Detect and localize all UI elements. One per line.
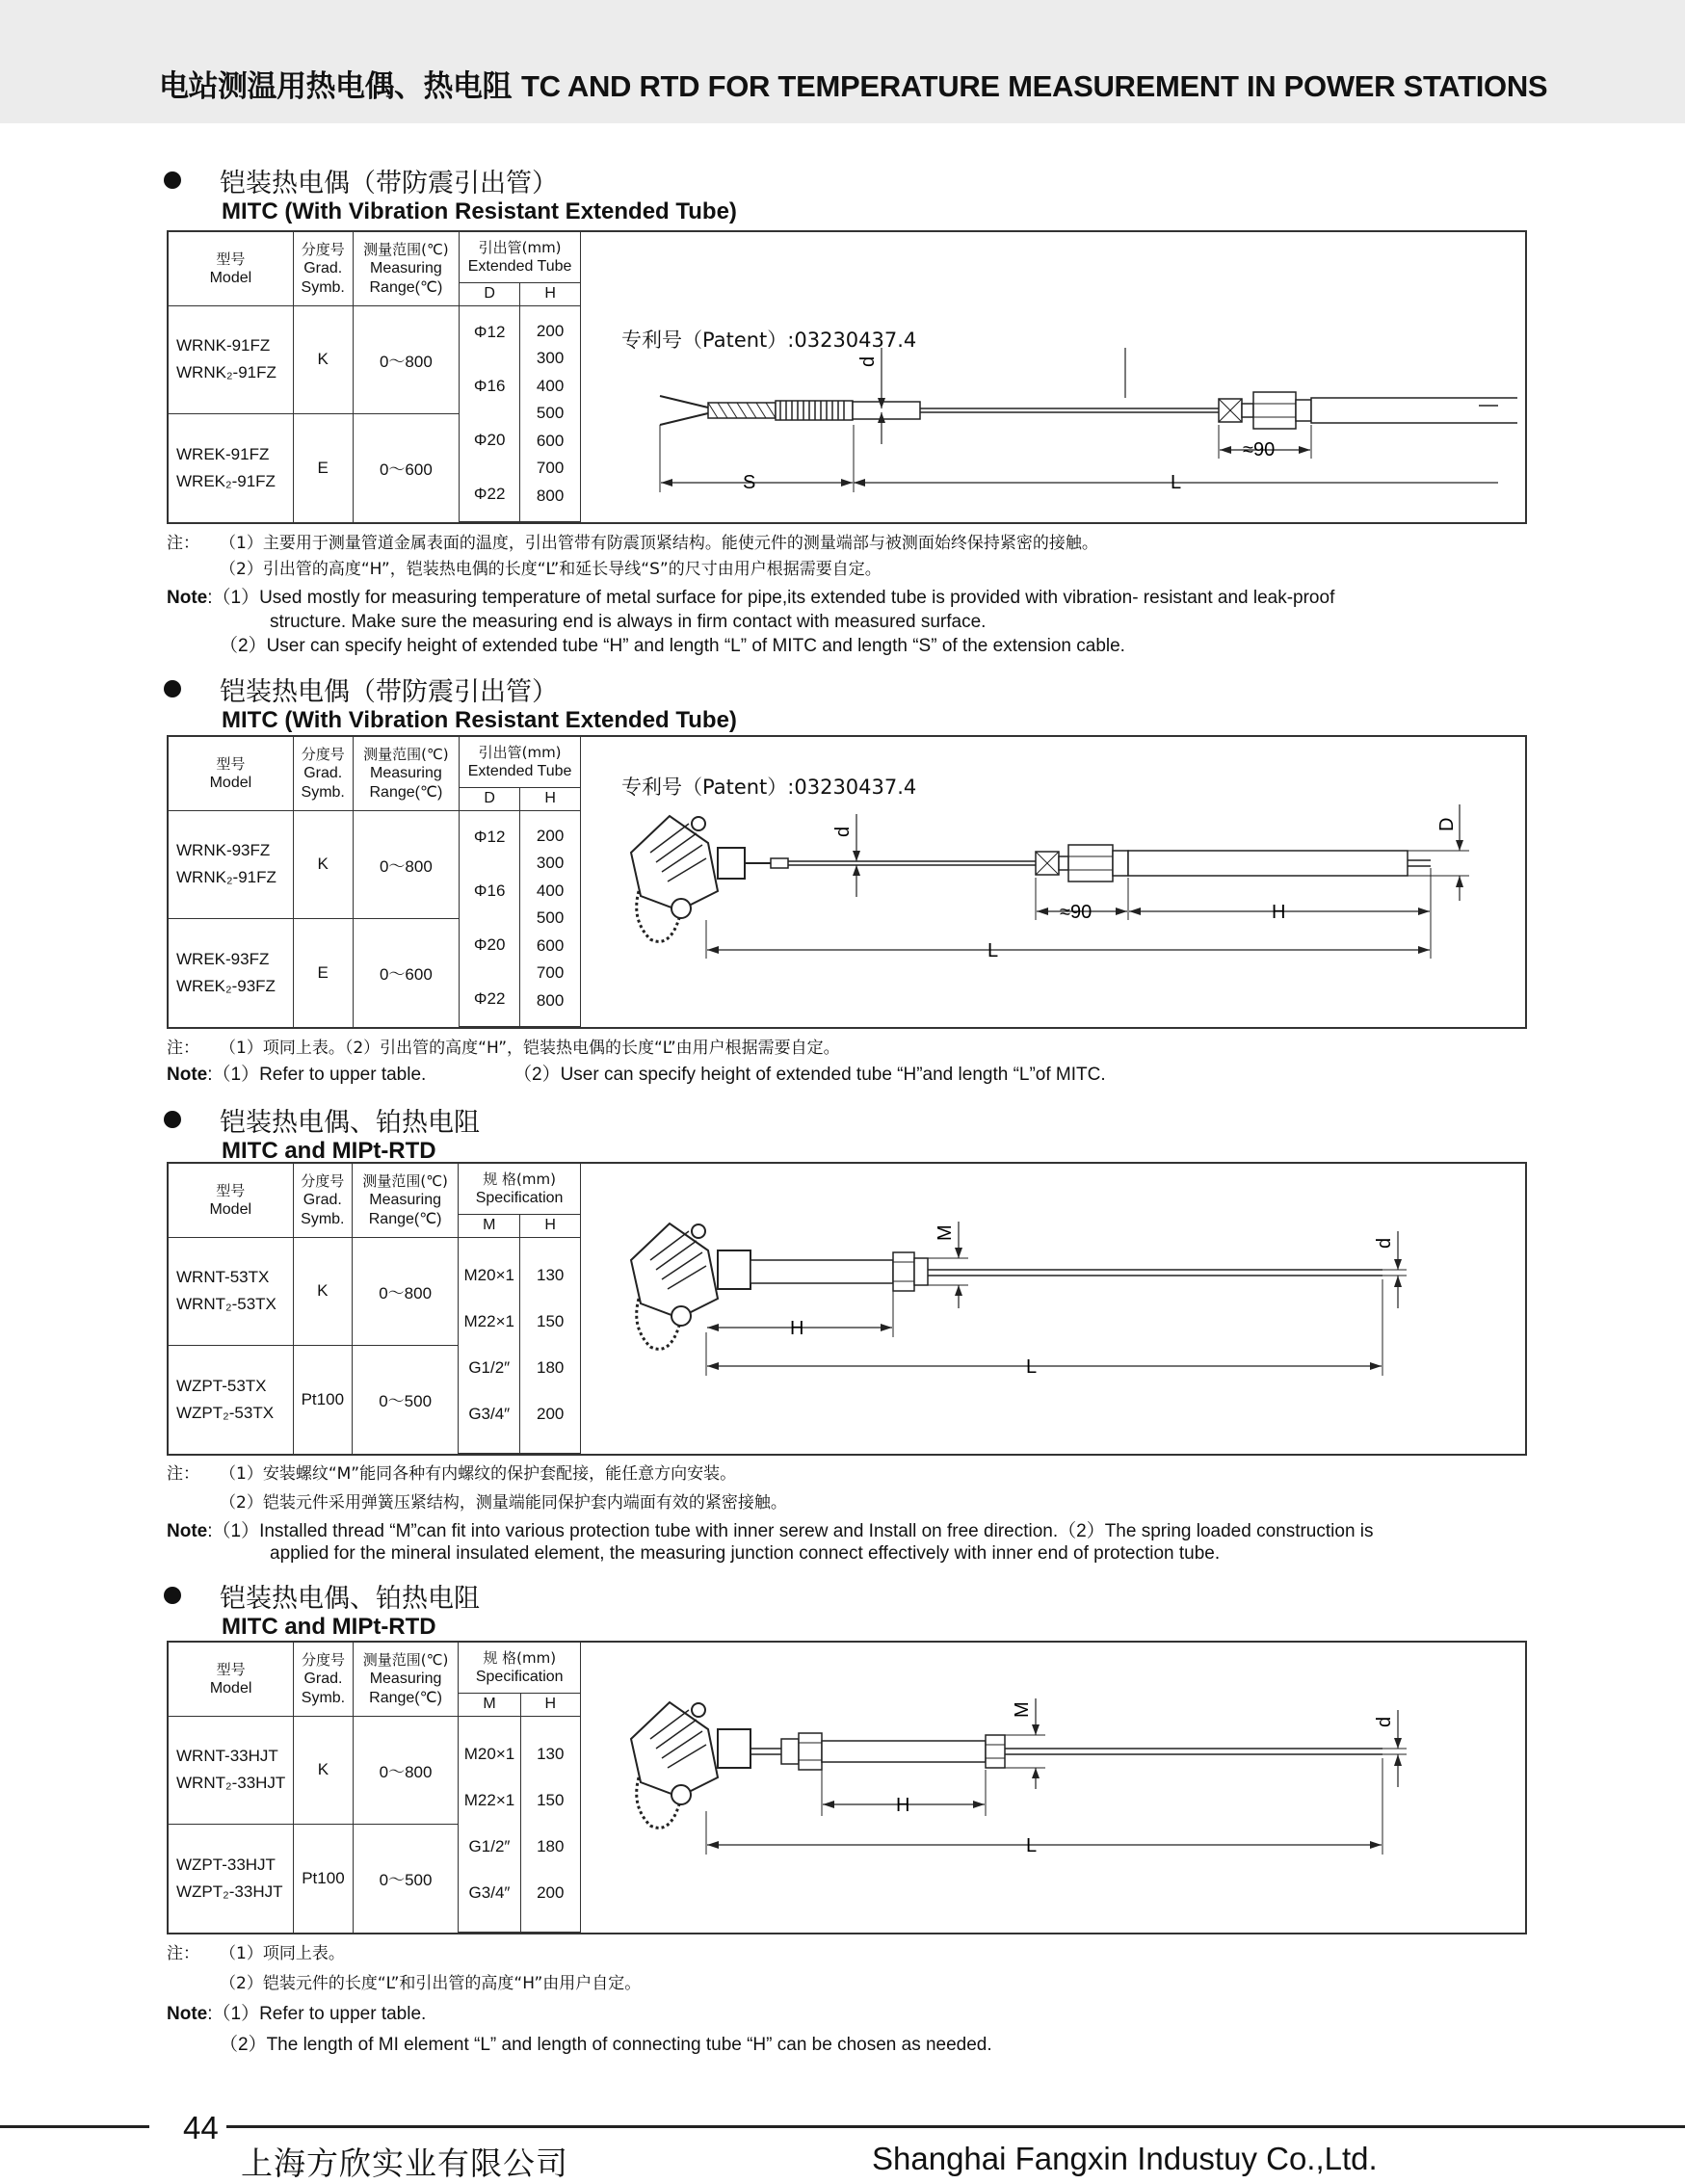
- dim-s-label: S: [743, 472, 756, 493]
- note-zh-2: （2）铠装元件采用弹簧压紧结构，测量端能同保护套内端面有效的紧密接触。: [220, 1493, 787, 1513]
- section-title-en: MITC (With Vibration Resistant Extended Tube): [222, 707, 737, 733]
- h-values-cell: 200 300 400 500 600 700 800: [520, 305, 581, 522]
- bullet-icon: [164, 1111, 181, 1128]
- range-cell: 0～800: [353, 305, 460, 414]
- spec-table: [169, 1643, 581, 1933]
- note-zh-1: （1）安装螺纹“M”能同各种有内螺纹的保护套配接，能任意方向安装。: [220, 1464, 737, 1484]
- model-cell: WRNK-93FZ WRNK₂-91FZ: [169, 810, 293, 919]
- grad-cell: Pt100: [294, 1825, 353, 1933]
- grad-cell: E: [293, 919, 353, 1027]
- spec-box: [167, 1641, 1527, 1934]
- d-header: D: [460, 282, 520, 305]
- note-zh-label: 注：: [167, 1039, 199, 1058]
- grad-cell: K: [294, 1716, 353, 1825]
- note-zh-label: 注：: [167, 1944, 199, 1963]
- grad-cell: K: [293, 1237, 353, 1346]
- h-values-cell: 200 300 400 500 600 700 800: [520, 810, 581, 1027]
- range-header: 测量范围(℃) Measuring Range(℃): [353, 737, 460, 810]
- h-header: H: [520, 1214, 581, 1237]
- note-zh-1: （1）项同上表。: [220, 1944, 345, 1963]
- model-header: 型号 Model: [169, 1643, 294, 1716]
- rtd-diagram: [621, 1202, 1517, 1434]
- note-en-2: （2）The length of MI element “L” and length of connecting tube “H” can be chosen as needed.: [220, 2035, 992, 2055]
- m-header: M: [459, 1214, 520, 1237]
- dim-l-label: L: [1026, 1835, 1038, 1856]
- dim-l-label: L: [987, 940, 999, 961]
- note-en-line: Note:（1）Installed thread “M”can fit into various protection tube with inner serew and Install on free direction.（2）The spring loaded construction is: [167, 1521, 1374, 1541]
- grad-cell: Pt100: [293, 1346, 353, 1454]
- m-values-cell: M20×1 M22×1 G1/2″ G3/4″: [459, 1237, 520, 1454]
- patent-number: 专利号（Patent）:03230437.4: [621, 329, 917, 352]
- footer-rule-right: [226, 2125, 1685, 2128]
- note-en-1b: applied for the mineral insulated element, the measuring junction connect effectively with inner end of protection tube.: [270, 1543, 1221, 1564]
- note-en-line: Note:（1）Refer to upper table.: [167, 2004, 427, 2024]
- dim-90-label: ≈90: [1243, 439, 1276, 460]
- note-zh-2: （2）铠装元件的长度“L”和引出管的高度“H”由用户自定。: [220, 1974, 642, 1993]
- model-cell: WRNT-33HJT WRNT₂-33HJT: [169, 1716, 294, 1825]
- junction-head-icon: [631, 1224, 750, 1349]
- section-2: [0, 671, 1685, 1094]
- model-cell: WZPT-33HJT WZPT₂-33HJT: [169, 1825, 294, 1933]
- section-title-en: MITC and MIPt-RTD: [222, 1138, 436, 1164]
- d-values-cell: Φ12 Φ16 Φ20 Φ22: [460, 810, 520, 1027]
- h-header: H: [520, 282, 581, 305]
- dim-D-label: D: [1436, 817, 1458, 831]
- dim-m-label: M: [935, 1224, 956, 1241]
- page-title-zh: 电站测温用热电偶、热电阻: [159, 69, 512, 104]
- h-values-cell: 130 150 180 200: [520, 1237, 581, 1454]
- dim-d-label: d: [857, 355, 879, 367]
- spec-box: [167, 1162, 1527, 1456]
- model-cell: WREK-91FZ WREK₂-91FZ: [169, 414, 293, 522]
- spec-box: [167, 230, 1527, 524]
- dim-h-label: H: [790, 1318, 804, 1339]
- company-name-en: Shanghai Fangxin Industuy Co.,Ltd.: [872, 2141, 1378, 2176]
- range-cell: 0～600: [353, 919, 460, 1027]
- note-zh-2: （2）引出管的高度“H”，铠装热电偶的长度“L”和延长导线“S”的尺寸由用户根据需要自定。: [220, 560, 882, 579]
- dim-d-label: d: [1374, 1716, 1395, 1727]
- m-header: M: [459, 1693, 520, 1716]
- thermocouple-diagram: [650, 290, 1517, 512]
- note-en-2: （2）User can specify height of extended tube “H” and length “L” of MITC and length “S” of the extension cable.: [220, 636, 1125, 656]
- junction-head-icon: [631, 816, 745, 941]
- tube-header: 引出管(mm) Extended Tube: [460, 737, 581, 787]
- spec-table: [169, 232, 581, 522]
- junction-head-icon: [631, 1702, 750, 1828]
- range-cell: 0～500: [353, 1346, 459, 1454]
- range-cell: 0～800: [353, 810, 460, 919]
- grad-header: 分度号 Grad. Symb.: [293, 1164, 353, 1237]
- note-en-2: （2）User can specify height of extended tube “H”and length “L”of MITC.: [513, 1065, 1106, 1085]
- company-name-zh: 上海方欣实业有限公司: [241, 2145, 568, 2182]
- model-cell: WRNT-53TX WRNT₂-53TX: [169, 1237, 293, 1346]
- d-header: D: [460, 787, 520, 810]
- dim-h-label: H: [1272, 902, 1286, 923]
- note-en-1b: structure. Make sure the measuring end is always in firm contact with measured surface.: [270, 612, 987, 632]
- dim-l-label: L: [1171, 472, 1182, 493]
- bullet-icon: [164, 1587, 181, 1604]
- range-cell: 0～600: [353, 414, 460, 522]
- grad-cell: K: [293, 305, 353, 414]
- model-header: 型号 Model: [169, 232, 293, 305]
- range-header: 测量范围(℃) Measuring Range(℃): [353, 1643, 459, 1716]
- thermocouple-head-diagram: [621, 804, 1517, 1026]
- spec-header: 规 格(mm) Specification: [459, 1643, 581, 1693]
- dim-m-label: M: [1012, 1701, 1033, 1718]
- notes-1: [167, 532, 1535, 662]
- note-zh-label: 注：: [167, 1464, 199, 1484]
- model-cell: WRNK-91FZ WRNK₂-91FZ: [169, 305, 293, 414]
- section-title-zh: 铠装热电偶、铂热电阻: [220, 1108, 480, 1138]
- page-title-en: TC AND RTD FOR TEMPERATURE MEASUREMENT IN POWER STATIONS: [521, 69, 1548, 103]
- model-header: 型号 Model: [169, 737, 293, 810]
- rtd-diagram-2: [621, 1681, 1517, 1912]
- dim-h-label: H: [896, 1795, 910, 1816]
- dim-d-label: d: [1374, 1237, 1395, 1249]
- bullet-icon: [164, 171, 181, 189]
- spec-table: [169, 1164, 581, 1454]
- note-en-label-line: Note:（1）Used mostly for measuring temperature of metal surface for pipe,its extended tube is provided with vibration- resistant and leak-proof: [167, 588, 1335, 608]
- section-title-en: MITC and MIPt-RTD: [222, 1614, 436, 1640]
- notes-2: [167, 1037, 1535, 1094]
- h-values-cell: 130 150 180 200: [520, 1716, 580, 1933]
- spec-table: [169, 737, 581, 1027]
- h-header: H: [520, 787, 581, 810]
- bullet-icon: [164, 680, 181, 697]
- note-en-line: Note:（1）Refer to upper table.: [167, 1065, 427, 1085]
- grad-header: 分度号 Grad. Symb.: [294, 1643, 353, 1716]
- range-cell: 0～500: [353, 1825, 459, 1933]
- notes-3: [167, 1462, 1535, 1568]
- page-number: 44: [183, 2110, 219, 2145]
- section-title-zh: 铠装热电偶、铂热电阻: [220, 1584, 480, 1614]
- dim-d-label: d: [832, 826, 854, 837]
- grad-header: 分度号 Grad. Symb.: [293, 737, 353, 810]
- range-cell: 0～800: [353, 1716, 459, 1825]
- footer-rule-left: [0, 2125, 149, 2128]
- range-cell: 0～800: [353, 1237, 459, 1346]
- note-zh-1: （1）主要用于测量管道金属表面的温度，引出管带有防震顶紧结构。能使元件的测量端部与被测面始终保持紧密的接触。: [220, 534, 1098, 553]
- model-header: 型号 Model: [169, 1164, 293, 1237]
- dim-90-label: ≈90: [1060, 902, 1093, 923]
- grad-cell: E: [293, 414, 353, 522]
- h-header: H: [520, 1693, 580, 1716]
- tube-header: 引出管(mm) Extended Tube: [460, 232, 581, 282]
- patent-number: 专利号（Patent）:03230437.4: [621, 776, 917, 799]
- m-values-cell: M20×1 M22×1 G1/2″ G3/4″: [459, 1716, 520, 1933]
- section-title-zh: 铠装热电偶（带防震引出管）: [220, 677, 558, 707]
- spec-box: [167, 735, 1527, 1029]
- grad-cell: K: [293, 810, 353, 919]
- model-cell: WREK-93FZ WREK₂-93FZ: [169, 919, 293, 1027]
- notes-4: [167, 1942, 1535, 2067]
- page-title: [159, 62, 1547, 105]
- grad-header: 分度号 Grad. Symb.: [293, 232, 353, 305]
- range-header: 测量范围(℃) Measuring Range(℃): [353, 232, 460, 305]
- note-zh-1: （1）项同上表。（2）引出管的高度“H”，铠装热电偶的长度“L”由用户根据需要自定。: [220, 1039, 840, 1058]
- dim-l-label: L: [1026, 1356, 1038, 1378]
- model-cell: WZPT-53TX WZPT₂-53TX: [169, 1346, 293, 1454]
- spec-header: 规 格(mm) Specification: [459, 1164, 581, 1214]
- section-title-zh: 铠装热电偶（带防震引出管）: [220, 169, 558, 198]
- range-header: 测量范围(℃) Measuring Range(℃): [353, 1164, 459, 1237]
- section-title-en: MITC (With Vibration Resistant Extended Tube): [222, 198, 737, 224]
- note-zh-label: 注：: [167, 534, 199, 553]
- d-values-cell: Φ12 Φ16 Φ20 Φ22: [460, 305, 520, 522]
